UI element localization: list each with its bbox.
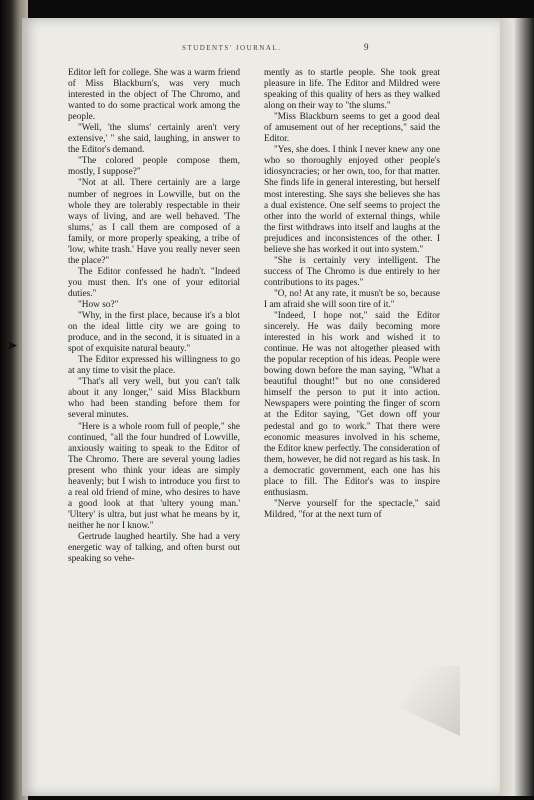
paragraph: "Nerve yourself for the spectacle," said Mildred, "for at the next turn of (264, 498, 440, 520)
paragraph: "Indeed, I hope not," said the Editor sincerely. He was daily becoming more interested in his work and wished it to continue. He was not altogether pleased with the popular reception of his ideas. People were bowing down before the man saying, "What a beautiful thought!" but no one considered himself the person to put it into action. Newspapers were pointing the finger of scorn at the Editor saying, "Get down off your pedestal and go to work." That there were economic measures involved in his scheme, the Editor knew perfectly. The consideration of them, however, he did not regard as his task. In a democratic government, each one has his place to fill. The Editor's was to inspire enthusiasm. (264, 311, 440, 498)
paragraph: "Not at all. There certainly are a large number of negroes in Lowville, but on the whole they are tolerably respectable in their ways of living, and are well behaved. 'The slums,' as I call them are composed of a family, or more properly speaking, a tribe of 'low, white trash.' Have you really never seen the place?" (68, 178, 240, 266)
paragraph: The Editor expressed his willingness to go at any time to visit the place. (68, 355, 240, 377)
paragraph: "Why, in the first place, because it's a blot on the ideal little city we are going to produce, and in the second, it is situated in a spot of exquisite natural beauty." (68, 311, 240, 355)
paragraph: "The colored people compose them, mostly, I suppose?" (68, 156, 240, 178)
page-number: 9 (364, 42, 369, 52)
paragraph: "Here is a whole room full of people," she continued, "all the four hundred of Lowville, anxiously waiting to speak to the Editor of The Chromo. There are several young ladies present who think your ideas are simply heavenly; but I wish to introduce you first to a real old friend of mine, who desires to have a good look at that 'ultery young man.' 'Ultery' is ultra, but just what he means by it, neither he nor I know." (68, 421, 240, 531)
right-column (264, 68, 440, 521)
paragraph: "That's all very well, but you can't talk about it any longer," said Miss Blackburn who had been standing before them for several minutes. (68, 377, 240, 421)
paragraph: "Miss Blackburn seems to get a good deal of amusement out of her receptions," said the Editor. (264, 112, 440, 145)
paragraph: mently as to startle people. She took great pleasure in life. The Editor and Mildred were speaking of this quality of hers as they walked along on their way to "the slums." (264, 68, 440, 112)
paragraph: The Editor confessed he hadn't. "Indeed you must then. It's one of your editorial duties." (68, 266, 240, 299)
paragraph: Editor left for college. She was a warm friend of Miss Blackburn's, was very much interested in the object of The Chromo, and wanted to do some practical work among the people. (68, 68, 240, 123)
paragraph: "Well, 'the slums' certainly aren't very extensive,' " she said, laughing, in answer to the Editor's demand. (68, 123, 240, 156)
paragraph: "O, no! At any rate, it musn't be so, because I am afraid she will soon tire of it." (264, 288, 440, 310)
paragraph: "How so?" (78, 299, 119, 310)
folded-page-corner (400, 666, 460, 736)
running-head: STUDENTS' JOURNAL. (182, 44, 282, 52)
left-column (68, 68, 240, 565)
paragraph: "She is certainly very intelligent. The success of The Chromo is due entirely to her contributions to its pages." (264, 255, 440, 288)
paragraph: "Yes, she does. I think I never knew any one who so thoroughly enjoyed other people's idiosyncracies; or her own, too, for that matter. She finds life in general interesting, but herself most interesting. She says she believes she has a dual existence. One self seems to project the other into the world of external things, while the first withdraws into itself and laughs at the prejudices and inconsistences of the other. I believe she has worked it out into system." (264, 145, 440, 255)
paragraph: Gertrude laughed heartily. She had a very energetic way of talking, and often burst out speaking so vehe- (68, 531, 240, 565)
margin-mark-icon: ➤ (6, 339, 18, 354)
scanned-page (22, 18, 500, 796)
